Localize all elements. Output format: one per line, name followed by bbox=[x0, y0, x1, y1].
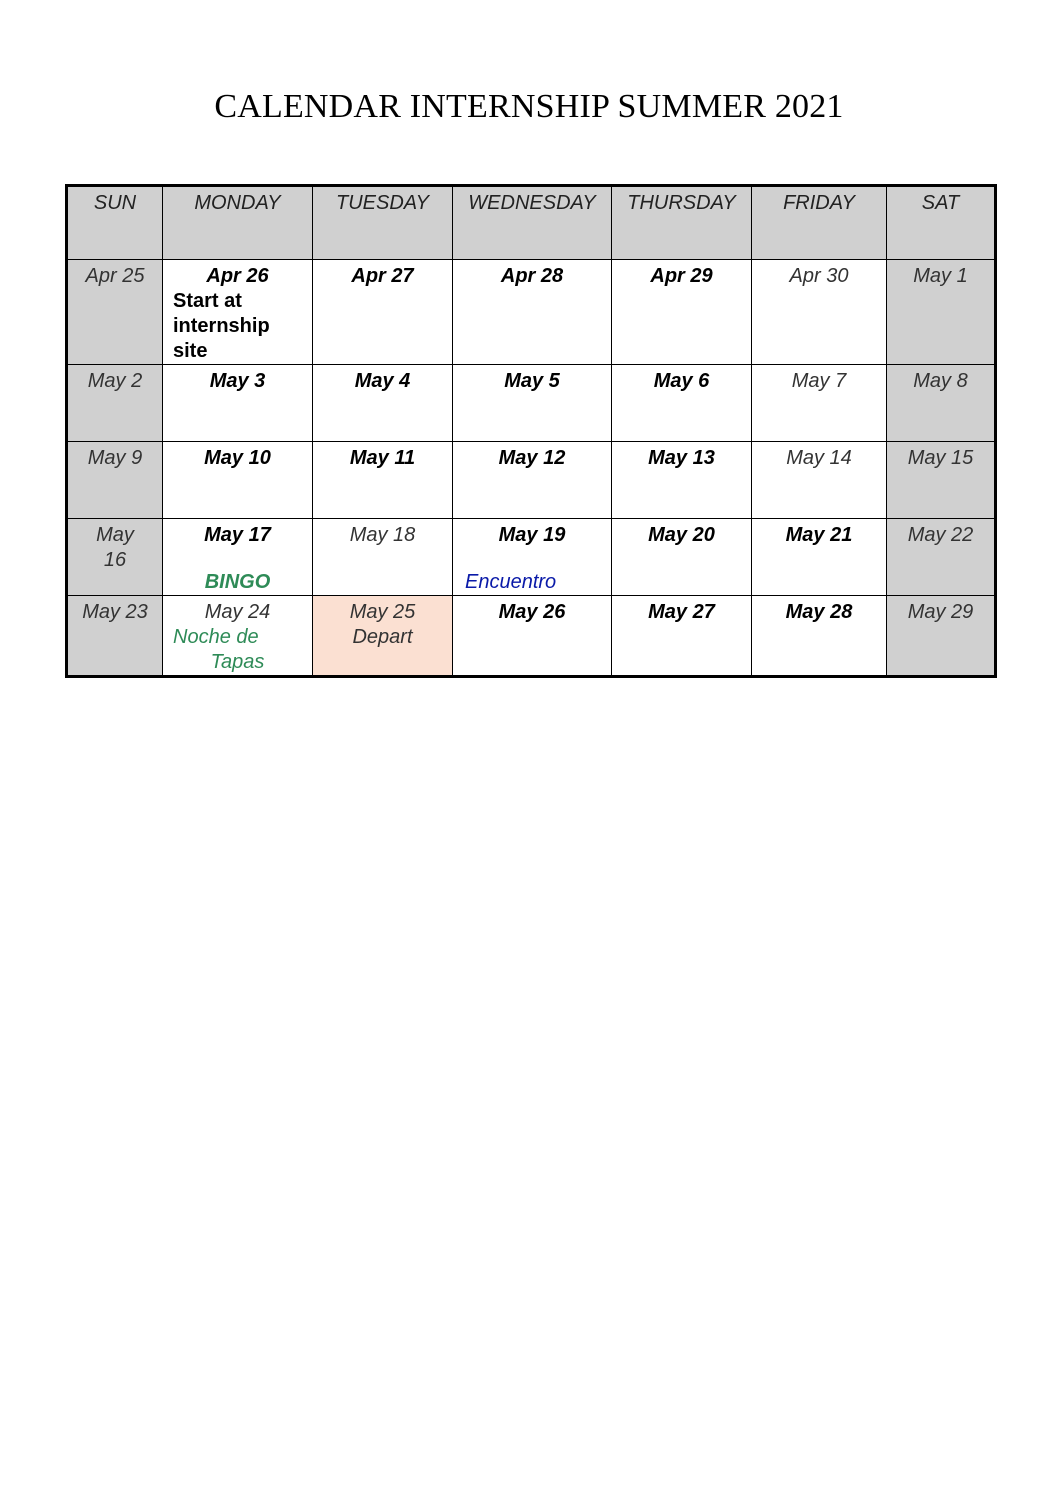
event-note: Noche de bbox=[173, 626, 259, 648]
day-cell bbox=[67, 442, 163, 519]
day-header-sat: SAT bbox=[887, 186, 996, 260]
day-cell bbox=[313, 596, 453, 677]
day-cell bbox=[67, 365, 163, 442]
date-label: May 1 bbox=[913, 265, 968, 287]
date-label: May 15 bbox=[907, 447, 974, 469]
day-cell bbox=[612, 596, 752, 677]
day-cell bbox=[453, 365, 612, 442]
day-cell bbox=[313, 442, 453, 519]
day-cell bbox=[453, 596, 612, 677]
day-cell bbox=[163, 519, 313, 596]
date-label: May 6 bbox=[653, 370, 710, 392]
date-label: May 17 bbox=[204, 524, 271, 546]
day-cell bbox=[313, 365, 453, 442]
day-cell bbox=[163, 442, 313, 519]
date-label: May 13 bbox=[648, 447, 715, 469]
date-label: May 4 bbox=[354, 370, 411, 392]
date-label: May 10 bbox=[204, 447, 271, 469]
day-cell bbox=[752, 519, 887, 596]
date-label: May 5 bbox=[504, 370, 560, 392]
day-cell bbox=[163, 365, 313, 442]
day-cell bbox=[163, 260, 313, 365]
week-row bbox=[67, 442, 996, 519]
day-header-tue: TUESDAY bbox=[313, 186, 453, 260]
date-label: Apr 30 bbox=[789, 265, 849, 287]
week-row bbox=[67, 365, 996, 442]
day-cell bbox=[67, 596, 163, 677]
date-label: May 19 bbox=[498, 524, 566, 546]
day-cell bbox=[887, 365, 996, 442]
day-cell bbox=[752, 365, 887, 442]
date-label: May 7 bbox=[791, 370, 847, 392]
day-cell bbox=[887, 596, 996, 677]
date-label: May 26 bbox=[498, 601, 566, 623]
date-label: Apr 26 bbox=[206, 265, 269, 287]
day-cell bbox=[453, 260, 612, 365]
event-note: BINGO bbox=[204, 571, 271, 593]
day-cell bbox=[313, 519, 453, 596]
event-note: Start at bbox=[173, 290, 242, 312]
date-label: May 23 bbox=[82, 601, 148, 623]
day-header-fri: FRIDAY bbox=[752, 186, 887, 260]
day-header-mon: MONDAY bbox=[163, 186, 313, 260]
day-cell bbox=[67, 260, 163, 365]
week-row bbox=[67, 519, 996, 596]
event-note: internship bbox=[173, 315, 270, 337]
date-label: May 20 bbox=[648, 524, 715, 546]
day-header-wed: WEDNESDAY bbox=[453, 186, 612, 260]
event-note: Tapas bbox=[210, 651, 265, 673]
date-label: May 2 bbox=[87, 370, 143, 392]
date-label: May 21 bbox=[785, 524, 853, 546]
date-label: May 9 bbox=[87, 447, 143, 469]
date-label: May bbox=[96, 524, 134, 546]
day-cell bbox=[67, 519, 163, 596]
date-label: Apr 27 bbox=[351, 265, 414, 287]
day-header-row bbox=[67, 186, 996, 260]
day-cell bbox=[887, 260, 996, 365]
calendar-table bbox=[65, 184, 997, 678]
day-cell bbox=[752, 260, 887, 365]
date-label: May 24 bbox=[204, 601, 271, 623]
day-cell bbox=[612, 260, 752, 365]
date-label: May 12 bbox=[498, 447, 566, 469]
page-title: CALENDAR INTERNSHIP SUMMER 2021 bbox=[214, 88, 844, 125]
day-cell bbox=[612, 365, 752, 442]
day-cell bbox=[453, 442, 612, 519]
day-cell bbox=[313, 260, 453, 365]
date-label: May 29 bbox=[907, 601, 974, 623]
event-note: Encuentro bbox=[465, 571, 557, 593]
date-label: May 18 bbox=[349, 524, 416, 546]
date-label: 16 bbox=[103, 549, 127, 571]
date-label: May 25 bbox=[349, 601, 416, 623]
event-note: site bbox=[173, 340, 208, 362]
day-cell bbox=[887, 519, 996, 596]
date-label: May 22 bbox=[907, 524, 974, 546]
day-cell bbox=[453, 519, 612, 596]
day-header-sun: SUN bbox=[67, 186, 163, 260]
week-row bbox=[67, 260, 996, 365]
day-cell bbox=[752, 596, 887, 677]
week-row bbox=[67, 596, 996, 677]
date-label: Apr 29 bbox=[650, 265, 713, 287]
day-header-thu: THURSDAY bbox=[612, 186, 752, 260]
date-label: May 8 bbox=[913, 370, 968, 392]
date-label: Apr 28 bbox=[500, 265, 564, 287]
day-cell bbox=[887, 442, 996, 519]
day-cell bbox=[612, 519, 752, 596]
date-label: May 27 bbox=[648, 601, 715, 623]
date-label: May 11 bbox=[349, 447, 416, 469]
day-cell bbox=[752, 442, 887, 519]
date-label: Apr 25 bbox=[85, 265, 145, 287]
date-label: May 14 bbox=[786, 447, 852, 469]
event-note: Depart bbox=[352, 626, 413, 648]
day-cell bbox=[612, 442, 752, 519]
date-label: May 28 bbox=[785, 601, 853, 623]
date-label: May 3 bbox=[209, 370, 266, 392]
day-cell bbox=[163, 596, 313, 677]
